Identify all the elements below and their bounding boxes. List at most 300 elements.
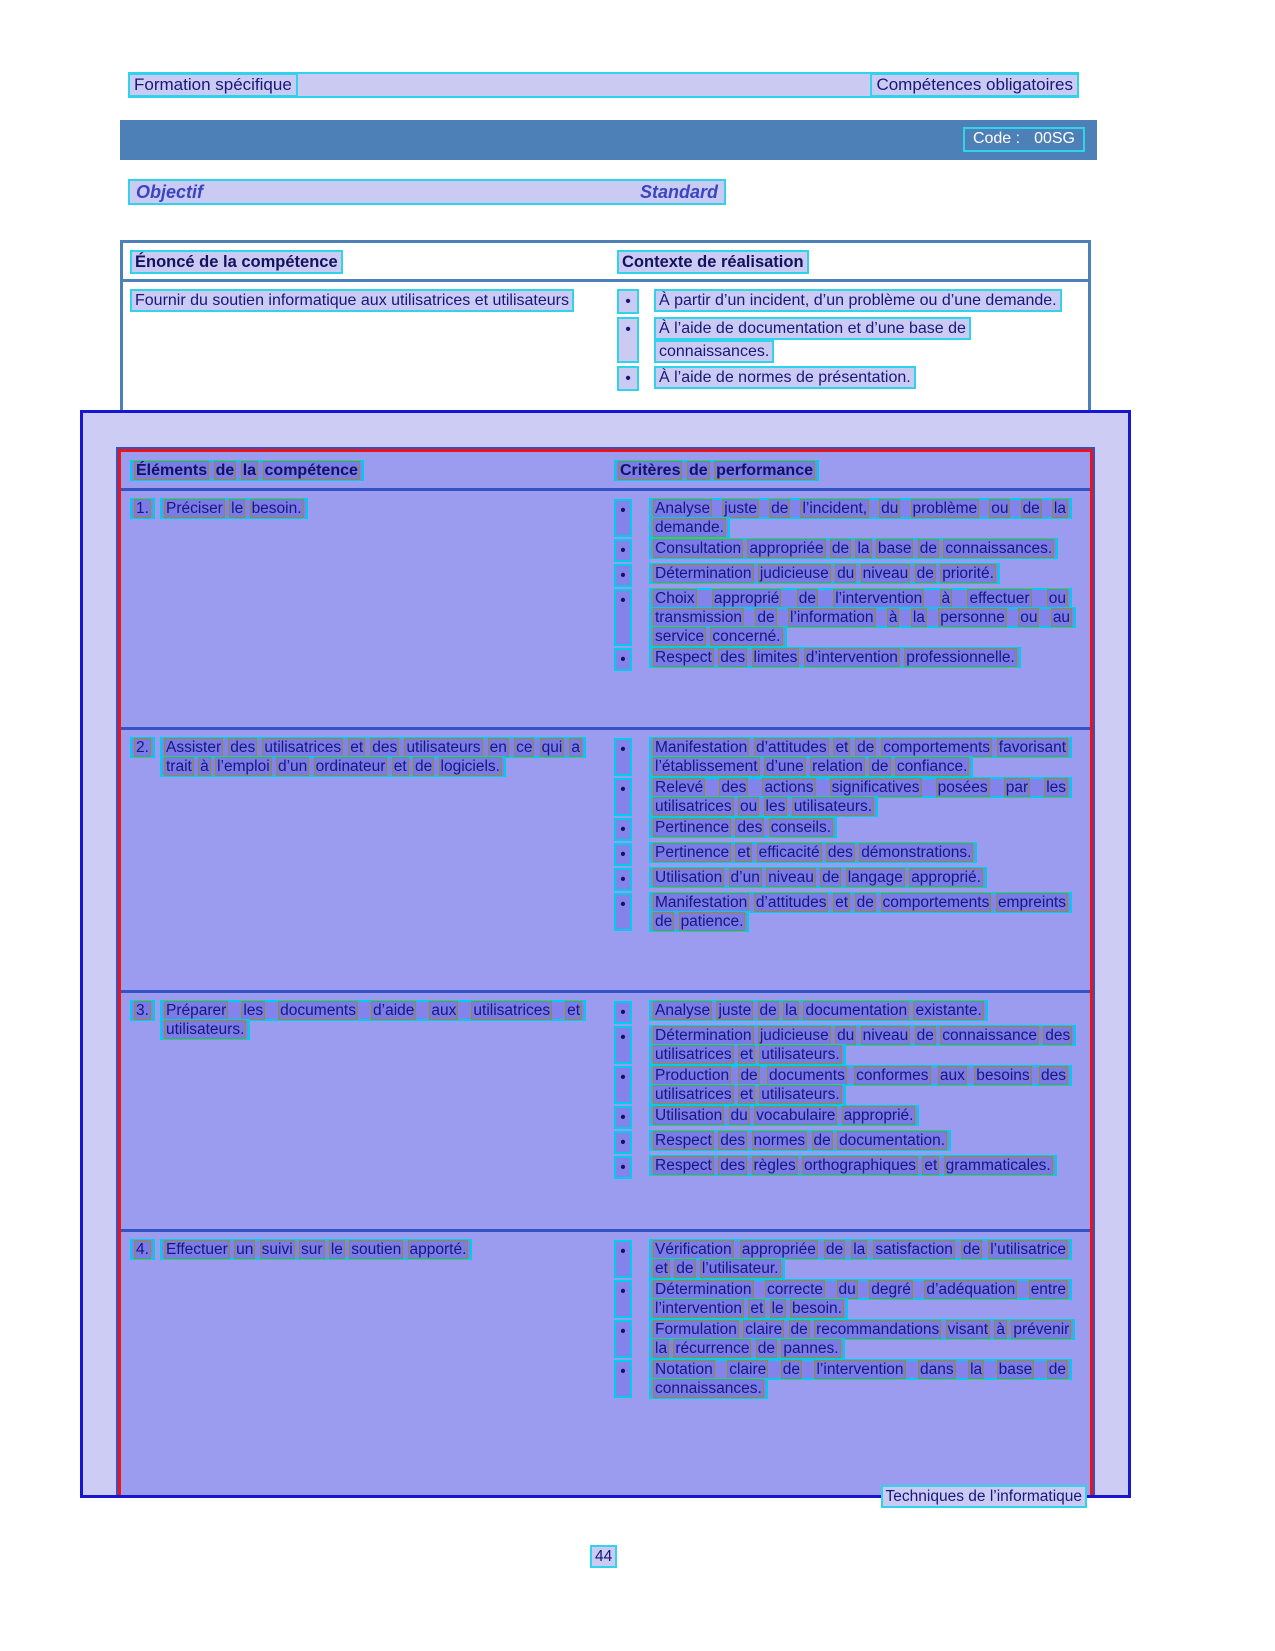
criterion-item xyxy=(614,539,1076,562)
criterion-text xyxy=(649,1065,1072,1105)
word-box: Respect xyxy=(655,649,712,666)
word-box: de xyxy=(916,565,934,582)
word-box: l’incident, xyxy=(802,500,868,517)
criterion-text xyxy=(649,1130,951,1151)
objectif-standard-bar xyxy=(128,179,726,205)
word-box: juste xyxy=(724,500,757,517)
word-box: Utilisation xyxy=(655,869,723,886)
word-box: base xyxy=(998,1361,1033,1378)
criterion-text xyxy=(649,1025,1076,1065)
word-box: du xyxy=(730,1107,748,1124)
word-box: des xyxy=(372,739,398,756)
word-box: Notation xyxy=(655,1361,713,1378)
word-box: de xyxy=(757,1340,776,1357)
word-box: et xyxy=(835,739,849,756)
word-box: Consultation xyxy=(655,540,742,557)
word-box: Préciser xyxy=(166,500,223,517)
word-box: des xyxy=(720,1132,746,1149)
criterion-item xyxy=(614,589,1076,646)
criterion-text xyxy=(649,563,1000,584)
word-box: Critères xyxy=(620,462,681,479)
word-box: 2. xyxy=(136,739,149,756)
word-box: l’intervention xyxy=(655,1300,743,1317)
code-value: 00SG xyxy=(1034,130,1075,147)
word-box: Pertinence xyxy=(655,819,730,836)
criterion-item xyxy=(614,818,1076,841)
word-box: judicieuse xyxy=(759,565,829,582)
criteria-cell xyxy=(614,499,1076,723)
header-right-text: Compétences obligatoires xyxy=(870,73,1079,97)
criterion-text xyxy=(649,1279,1072,1319)
word-box: de xyxy=(688,462,708,479)
word-box: la xyxy=(912,609,925,626)
word-box: de xyxy=(822,869,840,886)
word-box: utilisateurs xyxy=(406,739,481,756)
word-box: personne xyxy=(940,609,1005,626)
bullet-icon: • xyxy=(614,893,632,931)
bullet-icon: • xyxy=(614,1240,632,1278)
word-box: aux xyxy=(431,1002,457,1019)
criterion-text xyxy=(649,1319,1075,1359)
word-box: approprié. xyxy=(911,869,981,886)
criterion-text xyxy=(649,1359,1072,1399)
word-box: problème xyxy=(912,500,978,517)
bullet-icon: • xyxy=(617,366,639,391)
word-box: degré xyxy=(871,1281,911,1298)
word-box: du xyxy=(838,1281,856,1298)
performance-table-outline xyxy=(116,447,1095,1498)
word-box: ce xyxy=(516,739,533,756)
word-box: qui xyxy=(541,739,563,756)
word-box: langage xyxy=(847,869,903,886)
word-box: ou xyxy=(991,500,1009,517)
word-box: Détermination xyxy=(655,565,752,582)
word-box: de xyxy=(1048,1361,1067,1378)
word-box: documents xyxy=(280,1002,356,1019)
word-box: de xyxy=(757,609,775,626)
criterion-item xyxy=(614,778,1076,816)
word-box: les xyxy=(765,798,786,815)
criterion-item xyxy=(614,1360,1076,1398)
word-box: niveau xyxy=(768,869,814,886)
context-item xyxy=(617,366,1080,391)
bullet-icon: • xyxy=(614,1026,632,1064)
word-box: confiance. xyxy=(896,758,968,775)
word-box: au xyxy=(1052,609,1071,626)
criterion-text xyxy=(649,1239,1072,1279)
word-box: Assister xyxy=(166,739,222,756)
word-box: existante. xyxy=(915,1002,982,1019)
criterion-item xyxy=(614,738,1076,776)
table-row xyxy=(121,727,1090,990)
word-box: professionnelle. xyxy=(906,649,1015,666)
word-box: et xyxy=(924,1157,938,1174)
criterion-item xyxy=(614,868,1076,891)
bullet-icon: • xyxy=(614,868,632,891)
criterion-text xyxy=(649,498,1072,538)
word-box: d’une xyxy=(765,758,804,775)
criterion-text xyxy=(649,647,1021,668)
word-box: Préparer xyxy=(166,1002,227,1019)
word-box: limites xyxy=(753,649,798,666)
word-box: la xyxy=(655,1340,668,1357)
word-box: démonstrations. xyxy=(861,844,972,861)
word-box: approprié xyxy=(713,590,780,607)
competence-statement-cell xyxy=(130,289,582,394)
criterion-item xyxy=(614,1001,1076,1024)
bullet-icon: • xyxy=(617,317,639,363)
word-box: Utilisation xyxy=(655,1107,723,1124)
word-box: appropriée xyxy=(749,540,824,557)
objectif-label: Objectif xyxy=(136,181,204,202)
word-box: appropriée xyxy=(741,1241,816,1258)
bullet-icon: • xyxy=(614,1066,632,1104)
word-box: Pertinence xyxy=(655,844,730,861)
word-box: à xyxy=(888,609,898,626)
word-box: de xyxy=(676,1260,694,1277)
word-box: besoin. xyxy=(251,500,302,517)
criterion-item xyxy=(614,1240,1076,1278)
word-box: concerné. xyxy=(712,628,781,645)
enonce-table-body xyxy=(123,282,1088,394)
context-item xyxy=(617,289,1080,314)
criterion-text xyxy=(649,842,977,863)
criterion-item xyxy=(614,648,1076,671)
word-box: utilisatrices xyxy=(264,739,342,756)
bullet-icon: • xyxy=(614,648,632,671)
word-box: des xyxy=(720,1157,746,1174)
word-box: demande. xyxy=(655,519,724,536)
word-box: la xyxy=(970,1361,983,1378)
word-box: entre xyxy=(1030,1281,1067,1298)
word-box: apporté. xyxy=(409,1241,467,1258)
word-box: trait xyxy=(166,758,192,775)
criterion-item xyxy=(614,1131,1076,1154)
word-box: en xyxy=(489,739,507,756)
word-box: la xyxy=(785,1002,798,1019)
context-item-text: À l’aide de documentation et d’une base de connaissances. xyxy=(654,317,971,363)
word-box: Détermination xyxy=(655,1281,752,1298)
criterion-item xyxy=(614,1026,1076,1064)
word-box: à xyxy=(996,1321,1006,1338)
word-box: utilisateurs. xyxy=(166,1021,245,1038)
criterion-item xyxy=(614,1280,1076,1318)
word-box: documents xyxy=(769,1067,845,1084)
word-box: Vérification xyxy=(655,1241,732,1258)
enonce-col2-header: Contexte de réalisation xyxy=(617,250,809,274)
word-box: Manifestation xyxy=(655,894,748,911)
criterion-item xyxy=(614,1320,1076,1358)
word-box: Respect xyxy=(655,1132,712,1149)
word-box: de xyxy=(759,1002,777,1019)
title-banner xyxy=(120,120,1097,160)
word-box: utilisatrices xyxy=(655,1086,732,1103)
criterion-text xyxy=(649,538,1058,559)
word-box: besoins xyxy=(976,1067,1030,1084)
word-box: la xyxy=(857,540,870,557)
criterion-text xyxy=(649,1000,988,1021)
word-box: connaissances. xyxy=(655,1380,762,1397)
word-box: aux xyxy=(939,1067,965,1084)
bullet-icon: • xyxy=(614,539,632,562)
word-box: à xyxy=(941,590,951,607)
word-box: l’utilisateur. xyxy=(701,1260,779,1277)
word-box: 3. xyxy=(136,1002,149,1019)
word-box: utilisatrices xyxy=(655,798,732,815)
element-cell xyxy=(130,499,614,723)
elements-section-box xyxy=(80,410,1131,1498)
context-cell xyxy=(617,289,1080,394)
word-box: d’un xyxy=(277,758,308,775)
word-box: de xyxy=(1022,500,1040,517)
word-box: de xyxy=(871,758,889,775)
word-box: la xyxy=(853,1241,866,1258)
word-box: les xyxy=(1046,779,1067,796)
enonce-table xyxy=(120,240,1091,413)
word-box: du xyxy=(837,565,855,582)
word-box: des xyxy=(1040,1067,1066,1084)
word-box: niveau xyxy=(862,565,909,582)
word-box: conformes xyxy=(856,1067,929,1084)
word-box: normes xyxy=(753,1132,806,1149)
word-box: 1. xyxy=(136,500,149,517)
page-running-header xyxy=(128,72,1079,98)
criterion-item xyxy=(614,1066,1076,1104)
word-box: et xyxy=(655,1260,668,1277)
word-box: logiciels. xyxy=(440,758,500,775)
word-box: priorité. xyxy=(942,565,994,582)
word-box: règles xyxy=(753,1157,796,1174)
word-box: de xyxy=(740,1067,758,1084)
word-box: utilisatrices xyxy=(473,1002,551,1019)
bullet-icon: • xyxy=(614,1156,632,1179)
element-cell xyxy=(130,738,614,986)
word-box: base xyxy=(877,540,912,557)
word-box: de xyxy=(782,1361,800,1378)
word-box: l’utilisatrice xyxy=(990,1241,1067,1258)
word-box: sur xyxy=(300,1241,323,1258)
word-box: efficacité xyxy=(758,844,820,861)
word-box: documentation xyxy=(805,1002,908,1019)
table-row xyxy=(121,990,1090,1229)
word-box: de xyxy=(857,739,875,756)
word-box: Détermination xyxy=(655,1027,752,1044)
criterion-text xyxy=(649,867,987,888)
word-box: Respect xyxy=(655,1157,712,1174)
bullet-icon: • xyxy=(614,1320,632,1358)
word-box: comportements xyxy=(882,894,990,911)
word-box: Relevé xyxy=(655,779,704,796)
word-box: et xyxy=(393,758,407,775)
word-box: ordinateur xyxy=(315,758,386,775)
competence-statement: Fournir du soutien informatique aux utilisatrices et utilisateurs xyxy=(130,289,574,312)
element-text xyxy=(160,1239,472,1260)
table-row xyxy=(121,488,1090,727)
bullet-icon: • xyxy=(614,1001,632,1024)
word-box: l’établissement xyxy=(655,758,758,775)
bullet-icon: • xyxy=(614,1106,632,1129)
criterion-item xyxy=(614,1106,1076,1129)
bullet-icon: • xyxy=(614,499,632,537)
criterion-text xyxy=(649,817,837,838)
footer-program-name-wrap xyxy=(881,1487,1087,1506)
word-box: par xyxy=(1005,779,1029,796)
criterion-text xyxy=(649,1155,1057,1176)
word-box: Choix xyxy=(655,590,695,607)
word-box: patience. xyxy=(680,913,744,930)
word-box: et xyxy=(350,739,364,756)
word-box: et xyxy=(835,894,849,911)
word-box: posées xyxy=(937,779,988,796)
criterion-item xyxy=(614,1156,1076,1179)
word-box: l’intervention xyxy=(835,590,923,607)
word-box: niveau xyxy=(862,1027,909,1044)
word-box: grammaticales. xyxy=(945,1157,1051,1174)
element-number xyxy=(130,1239,155,1260)
criterion-item xyxy=(614,499,1076,537)
word-box: de xyxy=(215,462,235,479)
criterion-item xyxy=(614,843,1076,866)
word-box: Effectuer xyxy=(166,1241,228,1258)
word-box: vocabulaire xyxy=(756,1107,836,1124)
word-box: de xyxy=(831,540,850,557)
word-box: d’intervention xyxy=(805,649,898,666)
element-text xyxy=(160,1000,586,1040)
word-box: utilisatrices xyxy=(655,1046,732,1063)
enonce-table-header xyxy=(123,243,1088,282)
criteria-cell xyxy=(614,1001,1076,1225)
word-box: d’attitudes xyxy=(755,739,827,756)
word-box: significatives xyxy=(831,779,920,796)
word-box: d’attitudes xyxy=(755,894,827,911)
word-box: des xyxy=(827,844,853,861)
word-box: connaissance xyxy=(942,1027,1037,1044)
code-badge xyxy=(963,127,1085,152)
word-box: des xyxy=(230,739,256,756)
bullet-icon: • xyxy=(614,1131,632,1154)
standard-label: Standard xyxy=(639,181,718,202)
element-number xyxy=(130,498,155,519)
criterion-text xyxy=(649,1105,919,1126)
element-number xyxy=(130,737,155,758)
word-box: Formulation xyxy=(655,1321,737,1338)
word-box: et xyxy=(739,1086,753,1103)
word-box: a xyxy=(571,739,581,756)
code-label: Code : xyxy=(972,130,1021,147)
word-box: utilisateurs. xyxy=(761,1046,840,1063)
word-box: connaissances. xyxy=(945,540,1053,557)
element-number xyxy=(130,1000,155,1021)
performance-table xyxy=(118,449,1093,1498)
word-box: actions xyxy=(764,779,814,796)
criterion-item xyxy=(614,893,1076,931)
word-box: des xyxy=(737,819,763,836)
word-box: empreints xyxy=(997,894,1066,911)
word-box: de xyxy=(813,1132,831,1149)
bullet-icon: • xyxy=(614,818,632,841)
word-box: de xyxy=(919,540,938,557)
word-box: utilisateurs. xyxy=(761,1086,840,1103)
word-box: de xyxy=(655,913,673,930)
word-box: de xyxy=(916,1027,934,1044)
criterion-item xyxy=(614,564,1076,587)
word-box: Analyse xyxy=(655,500,711,517)
criteria-cell xyxy=(614,1240,1076,1498)
context-item-text: À l’aide de normes de présentation. xyxy=(654,366,916,389)
word-box: la xyxy=(1053,500,1066,517)
word-box: à xyxy=(200,758,209,775)
criteria-cell xyxy=(614,738,1076,986)
footer-program-name: Techniques de l’informatique xyxy=(881,1485,1087,1508)
performance-table-header xyxy=(121,452,1090,488)
bullet-icon: • xyxy=(617,289,639,314)
bullet-icon: • xyxy=(614,564,632,587)
element-cell xyxy=(130,1001,614,1225)
word-box: des xyxy=(720,649,746,666)
word-box: et xyxy=(750,1300,764,1317)
word-box: approprié. xyxy=(843,1107,914,1124)
word-box: orthographiques xyxy=(804,1157,917,1174)
word-box: conseils. xyxy=(770,819,832,836)
table-row xyxy=(121,1229,1090,1498)
bullet-icon: • xyxy=(614,589,632,646)
word-box: des xyxy=(721,779,747,796)
word-box: et xyxy=(739,1046,753,1063)
element-cell xyxy=(130,1240,614,1498)
enonce-col1-header: Énoncé de la compétence xyxy=(130,250,343,274)
page-number-wrap xyxy=(590,1547,617,1566)
word-box: performance xyxy=(716,462,813,479)
criterion-text xyxy=(649,737,1072,777)
word-box: service xyxy=(655,628,705,645)
word-box: l’information xyxy=(789,609,874,626)
element-text xyxy=(160,498,308,519)
word-box: le xyxy=(771,1300,784,1317)
word-box: un xyxy=(236,1241,254,1258)
bullet-icon: • xyxy=(614,738,632,776)
word-box: pannes. xyxy=(783,1340,839,1357)
word-box: Manifestation xyxy=(655,739,748,756)
word-box: d’adéquation xyxy=(926,1281,1016,1298)
word-box: soutien xyxy=(351,1241,402,1258)
word-box: recommandations xyxy=(816,1321,940,1338)
word-box: des xyxy=(1045,1027,1071,1044)
word-box: de xyxy=(962,1241,981,1258)
word-box: judicieuse xyxy=(759,1027,829,1044)
criterion-text xyxy=(649,777,1072,817)
word-box: transmission xyxy=(655,609,742,626)
word-box: besoin. xyxy=(791,1300,842,1317)
context-item-text: À partir d’un incident, d’un problème ou d’une demande. xyxy=(654,289,1062,312)
word-box: du xyxy=(881,500,899,517)
word-box: compétence xyxy=(264,462,358,479)
word-box: d’aide xyxy=(373,1002,415,1019)
context-item xyxy=(617,317,1080,363)
bullet-icon: • xyxy=(614,1280,632,1318)
page-number: 44 xyxy=(590,1545,617,1568)
word-box: de xyxy=(790,1321,808,1338)
word-box: de xyxy=(414,758,433,775)
bullet-icon: • xyxy=(614,1360,632,1398)
bullet-icon: • xyxy=(614,843,632,866)
word-box: la xyxy=(242,462,257,479)
word-box: visant xyxy=(947,1321,989,1338)
word-box: et xyxy=(567,1002,581,1019)
word-box: satisfaction xyxy=(875,1241,953,1258)
word-box: d’un xyxy=(730,869,760,886)
word-box: ou xyxy=(1048,590,1067,607)
word-box: effectuer xyxy=(969,590,1030,607)
